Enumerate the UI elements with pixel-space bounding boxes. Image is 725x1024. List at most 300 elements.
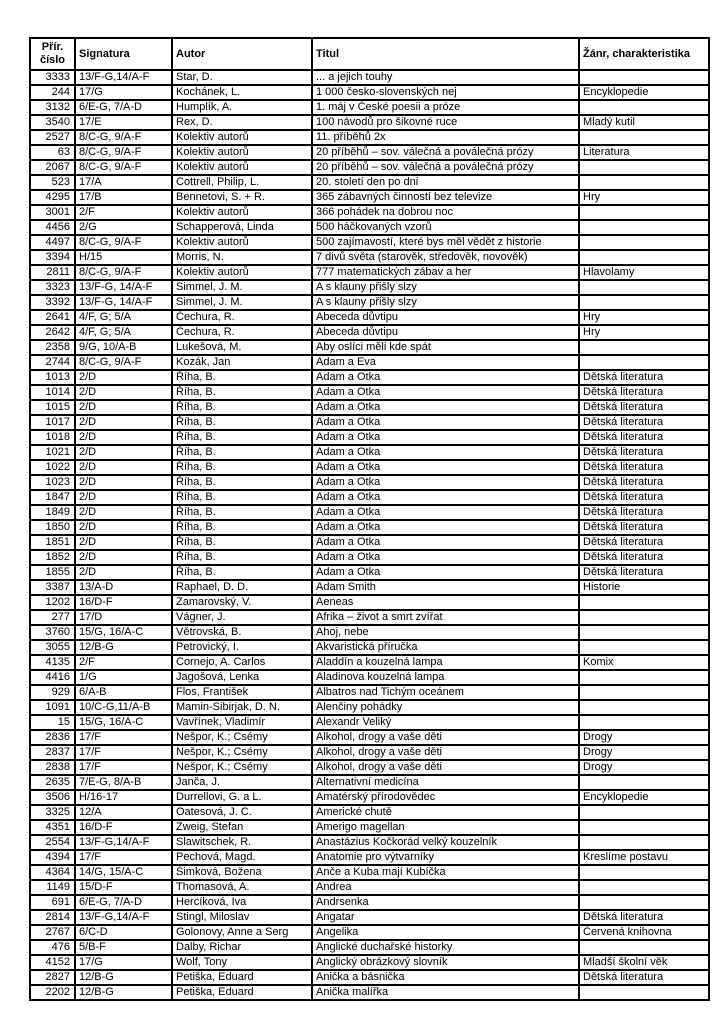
cell-prir-cislo: 1852 [30,550,75,565]
cell-titul: Angelika [312,925,579,940]
cell-signatura: 15/D-F [75,880,172,895]
cell-zanr: Komix [579,655,709,670]
cell-autor: Říha, B. [172,535,312,550]
table-row [30,655,709,670]
cell-titul: Adam a Eva [312,355,579,370]
cell-signatura: 2/D [75,535,172,550]
cell-autor: Kolektiv autorů [172,130,312,145]
cell-titul: Aeneas [312,595,579,610]
cell-signatura: 1/G [75,670,172,685]
table-row [30,115,709,130]
cell-signatura: 17/G [75,955,172,970]
cell-titul: Akvaristická příručka [312,640,579,655]
cell-prir-cislo: 3394 [30,250,75,265]
cell-titul: Andrea [312,880,579,895]
cell-signatura: 12/B-G [75,640,172,655]
cell-signatura: 2/D [75,460,172,475]
cell-autor: Dalby, Richar [172,940,312,955]
cell-signatura: 2/F [75,205,172,220]
cell-zanr: Drogy [579,745,709,760]
cell-autor: Říha, B. [172,445,312,460]
cell-zanr [579,670,709,685]
cell-zanr [579,835,709,850]
cell-prir-cislo: 277 [30,610,75,625]
cell-titul: Afrika – život a smrt zvířat [312,610,579,625]
cell-autor: Kolektiv autorů [172,145,312,160]
cell-signatura: 6/A-B [75,685,172,700]
cell-zanr: Dětská literatura [579,415,709,430]
cell-zanr: Encyklopedie [579,85,709,100]
cell-signatura: 14/G, 15/A-C [75,865,172,880]
cell-titul: 1 000 česko-slovenských nej [312,85,579,100]
cell-zanr [579,700,709,715]
cell-signatura: 8/C-G, 9/A-F [75,130,172,145]
cell-signatura: 6/E-G, 7/A-D [75,100,172,115]
cell-titul: Amatérský přírodovědec [312,790,579,805]
cell-titul: Angatar [312,910,579,925]
table-row [30,460,709,475]
cell-titul: 20 příběhů – sov. válečná a poválečná prózy [312,160,579,175]
catalog-table [29,37,710,1001]
table-row [30,130,709,145]
cell-prir-cislo: 1013 [30,370,75,385]
table-row [30,775,709,790]
cell-autor: Simmel, J. M. [172,280,312,295]
table-row [30,475,709,490]
cell-autor: Jagošová, Lenka [172,670,312,685]
cell-signatura: 17/A [75,175,172,190]
cell-titul: Adam a Otka [312,565,579,580]
table-row [30,640,709,655]
cell-autor: Flos, František [172,685,312,700]
cell-titul: Abeceda důvtipu [312,325,579,340]
cell-prir-cislo: 63 [30,145,75,160]
table-row [30,880,709,895]
cell-prir-cislo: 2202 [30,985,75,1000]
cell-signatura: 17/D [75,610,172,625]
cell-zanr [579,70,709,85]
cell-titul: Alkohol, drogy a vaše děti [312,745,579,760]
cell-zanr: Hry [579,190,709,205]
cell-autor: Golonovy, Anne a Serg [172,925,312,940]
cell-zanr: Drogy [579,730,709,745]
cell-zanr [579,940,709,955]
cell-zanr [579,805,709,820]
cell-prir-cislo: 476 [30,940,75,955]
cell-zanr [579,235,709,250]
cell-signatura: 2/D [75,520,172,535]
cell-prir-cislo: 2635 [30,775,75,790]
cell-zanr: Červená knihovna [579,925,709,940]
table-row [30,370,709,385]
cell-titul: Alexandr Veliký [312,715,579,730]
cell-titul: Aladdín a kouzelná lampa [312,655,579,670]
cell-prir-cislo: 2767 [30,925,75,940]
table-row [30,190,709,205]
cell-titul: Adam a Otka [312,490,579,505]
cell-titul: Adam a Otka [312,505,579,520]
cell-prir-cislo: 2358 [30,340,75,355]
cell-prir-cislo: 3760 [30,625,75,640]
table-row [30,895,709,910]
cell-prir-cislo: 2837 [30,745,75,760]
cell-prir-cislo: 4351 [30,820,75,835]
cell-titul: 365 zábavných činností bez televize [312,190,579,205]
cell-autor: Petiška, Eduard [172,970,312,985]
cell-prir-cislo: 2811 [30,265,75,280]
cell-prir-cislo: 4456 [30,220,75,235]
cell-zanr [579,715,709,730]
cell-autor: Mamin-Sibirjak, D. N. [172,700,312,715]
cell-zanr [579,340,709,355]
cell-signatura: 16/D-F [75,820,172,835]
cell-autor: Říha, B. [172,505,312,520]
table-row [30,850,709,865]
cell-zanr: Kreslíme postavu [579,850,709,865]
cell-autor: Čechura, R. [172,310,312,325]
table-row [30,955,709,970]
cell-zanr: Dětská literatura [579,400,709,415]
cell-titul: 500 háčkovaných vzorů [312,220,579,235]
cell-autor: Petiška, Eduard [172,985,312,1000]
cell-zanr [579,595,709,610]
cell-signatura: H/15 [75,250,172,265]
table-row [30,910,709,925]
cell-autor: Star, D. [172,70,312,85]
cell-titul: Anička malířka [312,985,579,1000]
cell-zanr [579,250,709,265]
cell-autor: Říha, B. [172,415,312,430]
table-row [30,625,709,640]
cell-signatura: 17/F [75,850,172,865]
table-row [30,325,709,340]
cell-autor: Vavřínek, Vladimír [172,715,312,730]
cell-titul: Adam a Otka [312,550,579,565]
cell-zanr [579,985,709,1000]
cell-autor: Janča, J. [172,775,312,790]
cell-signatura: 2/F [75,655,172,670]
cell-autor: Cottrell, Philip, L. [172,175,312,190]
cell-autor: Říha, B. [172,460,312,475]
cell-zanr [579,640,709,655]
cell-zanr [579,205,709,220]
cell-signatura: 2/D [75,550,172,565]
table-row [30,295,709,310]
cell-autor: Humplík, A. [172,100,312,115]
cell-signatura: 17/F [75,760,172,775]
table-row [30,310,709,325]
table-row [30,565,709,580]
table-row [30,685,709,700]
cell-titul: Adam a Otka [312,535,579,550]
cell-zanr: Dětská literatura [579,460,709,475]
cell-titul: ... a jejich touhy [312,70,579,85]
cell-titul: A s klauny přišly slzy [312,295,579,310]
cell-signatura: 17/G [75,85,172,100]
cell-signatura: 6/C-D [75,925,172,940]
cell-autor: Říha, B. [172,370,312,385]
cell-titul: Ahoj, nebe [312,625,579,640]
cell-zanr [579,280,709,295]
table-row [30,445,709,460]
cell-prir-cislo: 523 [30,175,75,190]
cell-prir-cislo: 3333 [30,70,75,85]
cell-signatura: 13/F-G,14/A-F [75,910,172,925]
cell-autor: Říha, B. [172,385,312,400]
cell-zanr [579,685,709,700]
cell-titul: 11. příběhů 2x [312,130,579,145]
cell-signatura: 13/F-G, 14/A-F [75,280,172,295]
column-header-zanr: Žánr, charakteristika [579,38,709,70]
cell-zanr [579,820,709,835]
cell-titul: Adam a Otka [312,445,579,460]
cell-signatura: 6/E-G, 7/A-D [75,895,172,910]
cell-autor: Nešpor, K.; Csémy [172,760,312,775]
cell-signatura: H/16-17 [75,790,172,805]
table-row [30,505,709,520]
cell-prir-cislo: 1091 [30,700,75,715]
table-row [30,235,709,250]
cell-prir-cislo: 2641 [30,310,75,325]
cell-titul: Americké chutě [312,805,579,820]
cell-prir-cislo: 3132 [30,100,75,115]
cell-titul: Aladinova kouzelná lampa [312,670,579,685]
table-row [30,790,709,805]
cell-prir-cislo: 1202 [30,595,75,610]
table-row [30,265,709,280]
cell-autor: Kochánek, L. [172,85,312,100]
table-row [30,520,709,535]
table-row [30,415,709,430]
cell-zanr [579,625,709,640]
cell-titul: 100 návodů pro šikovné ruce [312,115,579,130]
cell-zanr [579,880,709,895]
table-row [30,220,709,235]
cell-signatura: 17/B [75,190,172,205]
cell-zanr: Hry [579,325,709,340]
cell-zanr: Dětská literatura [579,385,709,400]
table-row [30,865,709,880]
cell-prir-cislo: 3540 [30,115,75,130]
cell-prir-cislo: 3323 [30,280,75,295]
cell-signatura: 8/C-G, 9/A-F [75,355,172,370]
cell-autor: Hercíková, Iva [172,895,312,910]
cell-signatura: 8/C-G, 9/A-F [75,265,172,280]
table-row [30,670,709,685]
cell-zanr [579,865,709,880]
cell-signatura: 17/F [75,730,172,745]
cell-titul: Adam a Otka [312,370,579,385]
table-row [30,100,709,115]
cell-signatura: 17/F [75,745,172,760]
cell-signatura: 2/D [75,490,172,505]
cell-autor: Kolektiv autorů [172,265,312,280]
cell-titul: Andrsenka [312,895,579,910]
cell-prir-cislo: 4364 [30,865,75,880]
cell-titul: Albatros nad Tichým oceánem [312,685,579,700]
cell-prir-cislo: 2642 [30,325,75,340]
cell-autor: Nešpor, K.; Csémy [172,745,312,760]
cell-signatura: 2/D [75,400,172,415]
table-row [30,340,709,355]
cell-autor: Kolektiv autorů [172,205,312,220]
cell-signatura: 13/F-G,14/A-F [75,70,172,85]
cell-zanr: Dětská literatura [579,550,709,565]
cell-titul: Anglický obrázkový slovník [312,955,579,970]
cell-prir-cislo: 1849 [30,505,75,520]
cell-signatura: 2/D [75,445,172,460]
cell-autor: Říha, B. [172,430,312,445]
cell-autor: Říha, B. [172,550,312,565]
cell-signatura: 12/A [75,805,172,820]
table-row [30,280,709,295]
cell-prir-cislo: 2836 [30,730,75,745]
cell-prir-cislo: 1851 [30,535,75,550]
cell-signatura: 12/B-G [75,985,172,1000]
cell-prir-cislo: 244 [30,85,75,100]
cell-titul: Anička a básnička [312,970,579,985]
cell-titul: Aby oslíci měli kde spát [312,340,579,355]
cell-titul: A s klauny přišly slzy [312,280,579,295]
cell-zanr: Drogy [579,760,709,775]
cell-titul: Adam a Otka [312,475,579,490]
cell-zanr: Dětská literatura [579,520,709,535]
table-row [30,610,709,625]
table-row [30,85,709,100]
cell-signatura: 2/D [75,505,172,520]
cell-prir-cislo: 1015 [30,400,75,415]
cell-prir-cislo: 2744 [30,355,75,370]
cell-autor: Thomasová, A. [172,880,312,895]
cell-prir-cislo: 1847 [30,490,75,505]
table-row [30,550,709,565]
cell-autor: Raphael, D. D. [172,580,312,595]
cell-titul: 20. století den po dni [312,175,579,190]
cell-autor: Simmel, J. M. [172,295,312,310]
cell-titul: Amerigo magellan [312,820,579,835]
cell-prir-cislo: 1855 [30,565,75,580]
cell-zanr [579,295,709,310]
cell-prir-cislo: 3506 [30,790,75,805]
cell-titul: 366 pohádek na dobrou noc [312,205,579,220]
cell-prir-cislo: 4135 [30,655,75,670]
table-row [30,175,709,190]
cell-autor: Schapperová, Linda [172,220,312,235]
cell-autor: Stingl, Miloslav [172,910,312,925]
cell-zanr [579,175,709,190]
cell-prir-cislo: 1022 [30,460,75,475]
cell-signatura: 9/G, 10/A-B [75,340,172,355]
cell-signatura: 15/G, 16/A-C [75,625,172,640]
cell-signatura: 15/G, 16/A-C [75,715,172,730]
cell-prir-cislo: 4497 [30,235,75,250]
table-row [30,580,709,595]
cell-prir-cislo: 1850 [30,520,75,535]
table-row [30,250,709,265]
cell-autor: Kozák, Jan [172,355,312,370]
cell-titul: Anatomie pro výtvarníky [312,850,579,865]
table-row [30,490,709,505]
cell-zanr: Dětská literatura [579,430,709,445]
cell-titul: 20 příběhů – sov. válečná a poválečná prózy [312,145,579,160]
cell-prir-cislo: 3387 [30,580,75,595]
cell-prir-cislo: 3325 [30,805,75,820]
table-row [30,805,709,820]
cell-autor: Cornejo, A. Carlos [172,655,312,670]
cell-titul: Alkohol, drogy a vaše děti [312,760,579,775]
cell-zanr: Literatura [579,145,709,160]
column-header-autor: Autor [172,38,312,70]
cell-zanr [579,160,709,175]
cell-autor: Rex, D. [172,115,312,130]
cell-prir-cislo: 1023 [30,475,75,490]
cell-autor: Vágner, J. [172,610,312,625]
table-row [30,70,709,85]
cell-autor: Morris, N. [172,250,312,265]
table-header-row [30,38,709,70]
cell-prir-cislo: 4152 [30,955,75,970]
cell-prir-cislo: 2827 [30,970,75,985]
cell-prir-cislo: 4295 [30,190,75,205]
cell-signatura: 8/C-G, 9/A-F [75,145,172,160]
cell-autor: Wolf, Tony [172,955,312,970]
cell-signatura: 12/B-G [75,970,172,985]
cell-autor: Slawitschek, R. [172,835,312,850]
cell-zanr [579,130,709,145]
cell-autor: Kolektiv autorů [172,160,312,175]
table-row [30,700,709,715]
cell-signatura: 2/D [75,475,172,490]
table-row [30,835,709,850]
cell-titul: 1. máj v České poesii a próze [312,100,579,115]
cell-titul: 7 divů světa (starověk, středověk, novověk) [312,250,579,265]
cell-autor: Durrellovi, G. a L. [172,790,312,805]
cell-autor: Bennetovi, S. + R. [172,190,312,205]
cell-autor: Lukešová, M. [172,340,312,355]
cell-signatura: 4/F, G; 5/A [75,310,172,325]
cell-signatura: 16/D-F [75,595,172,610]
cell-zanr [579,895,709,910]
cell-prir-cislo: 1021 [30,445,75,460]
cell-zanr: Historie [579,580,709,595]
cell-signatura: 7/E-G, 8/A-B [75,775,172,790]
cell-prir-cislo: 929 [30,685,75,700]
cell-zanr [579,610,709,625]
cell-zanr: Dětská literatura [579,445,709,460]
cell-titul: Alkohol, drogy a vaše děti [312,730,579,745]
cell-autor: Říha, B. [172,490,312,505]
table-row [30,595,709,610]
cell-prir-cislo: 2554 [30,835,75,850]
cell-zanr: Mladší školní věk [579,955,709,970]
table-row [30,535,709,550]
cell-zanr: Dětská literatura [579,565,709,580]
cell-autor: Říha, B. [172,565,312,580]
cell-prir-cislo: 15 [30,715,75,730]
cell-signatura: 2/G [75,220,172,235]
table-row [30,925,709,940]
cell-prir-cislo: 2814 [30,910,75,925]
cell-prir-cislo: 3055 [30,640,75,655]
cell-titul: 500 zajímavostí, které bys měl vědět z historie [312,235,579,250]
cell-signatura: 2/D [75,370,172,385]
cell-signatura: 17/E [75,115,172,130]
table-row [30,145,709,160]
cell-zanr: Dětská literatura [579,370,709,385]
cell-zanr: Encyklopedie [579,790,709,805]
cell-signatura: 8/C-G, 9/A-F [75,235,172,250]
table-row [30,430,709,445]
